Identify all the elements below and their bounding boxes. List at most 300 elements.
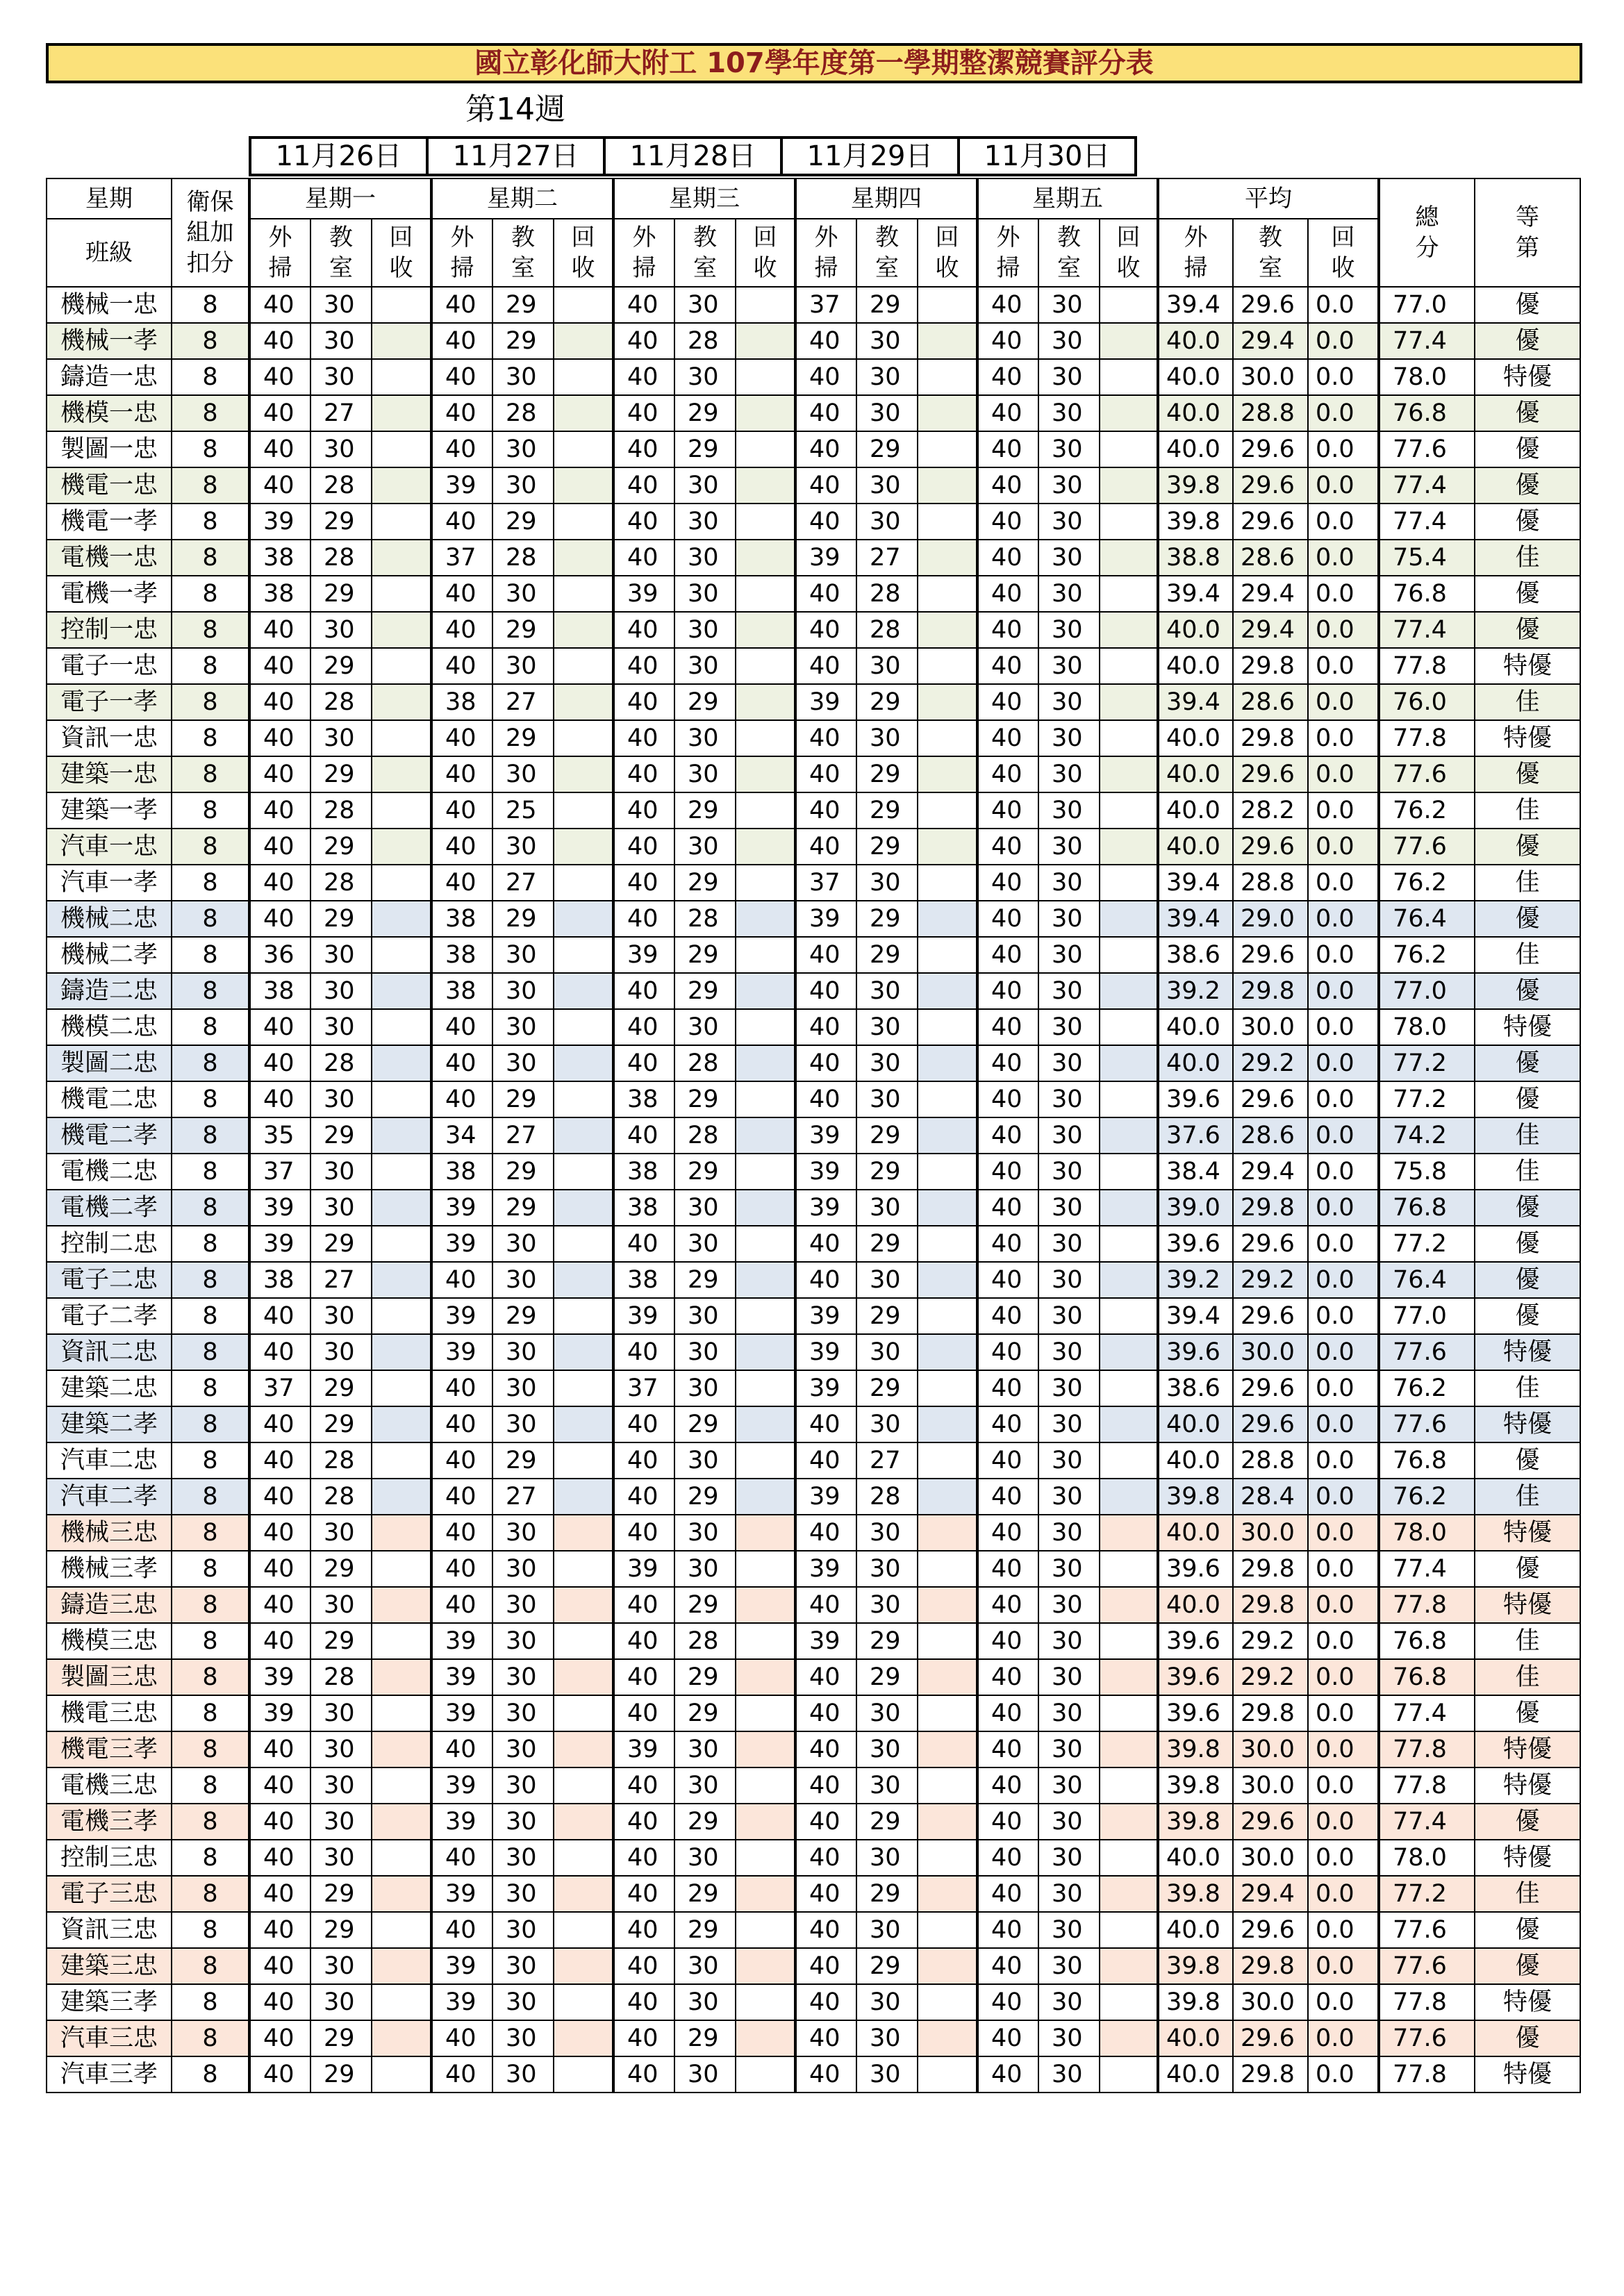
avg-classroom-cell: 29.4 [1233, 323, 1308, 359]
avg-recycle-cell: 0.0 [1308, 1767, 1379, 1804]
total-cell: 77.4 [1379, 1804, 1475, 1840]
classroom-score-cell: 29 [492, 1442, 554, 1479]
recycle-score-cell [372, 1190, 431, 1226]
class-name-cell: 控制三忠 [47, 1840, 172, 1876]
table-row [47, 1767, 1580, 1804]
avg-classroom-cell: 29.6 [1233, 1912, 1308, 1948]
recycle-score-cell [918, 1009, 977, 1045]
outside-score-cell: 40 [977, 1045, 1038, 1081]
classroom-score-cell: 29 [856, 1117, 918, 1154]
recycle-score-cell [918, 937, 977, 973]
classroom-score-cell: 30 [1038, 684, 1100, 720]
classroom-score-cell: 30 [1038, 1081, 1100, 1117]
classroom-score-cell: 30 [856, 1190, 918, 1226]
classroom-score-cell: 30 [674, 1515, 736, 1551]
avg-recycle-cell: 0.0 [1308, 1479, 1379, 1515]
grade-cell: 特優 [1475, 1515, 1580, 1551]
recycle-score-cell [372, 359, 431, 395]
classroom-score-cell: 29 [856, 901, 918, 937]
recycle-score-cell [1100, 1370, 1158, 1406]
week-label: 第14週 [465, 92, 565, 127]
classroom-score-cell: 29 [674, 395, 736, 431]
recycle-score-cell [1100, 1984, 1158, 2020]
total-cell: 76.8 [1379, 1190, 1475, 1226]
classroom-score-cell: 30 [492, 1731, 554, 1767]
recycle-score-cell [554, 1587, 613, 1623]
avg-outside-cell: 40.0 [1158, 2020, 1233, 2056]
recycle-score-cell [736, 1370, 795, 1406]
avg-classroom-cell: 30.0 [1233, 1840, 1308, 1876]
bonus-cell: 8 [172, 720, 249, 756]
classroom-score-cell: 30 [1038, 829, 1100, 865]
table-row [47, 1334, 1580, 1370]
outside-score-cell: 36 [249, 937, 310, 973]
bonus-cell: 8 [172, 1190, 249, 1226]
outside-score-cell: 40 [977, 1695, 1038, 1731]
avg-classroom-cell: 29.6 [1233, 2020, 1308, 2056]
bonus-cell: 8 [172, 1262, 249, 1298]
classroom-score-cell: 30 [310, 1948, 372, 1984]
outside-score-cell: 40 [977, 467, 1038, 504]
bonus-cell: 8 [172, 1587, 249, 1623]
recycle-score-cell [918, 720, 977, 756]
classroom-score-cell: 30 [492, 467, 554, 504]
outside-score-cell: 39 [613, 1551, 674, 1587]
bonus-cell: 8 [172, 1370, 249, 1406]
recycle-score-cell [1100, 1442, 1158, 1479]
outside-score-cell: 40 [795, 1442, 856, 1479]
day-header-fri: 星期五 [977, 178, 1158, 219]
classroom-score-cell: 29 [310, 1551, 372, 1587]
recycle-score-cell [736, 1442, 795, 1479]
class-name-cell: 汽車二孝 [47, 1479, 172, 1515]
class-name-cell: 機電一忠 [47, 467, 172, 504]
grade-cell: 優 [1475, 1804, 1580, 1840]
recycle-score-cell [554, 720, 613, 756]
grade-cell: 佳 [1475, 865, 1580, 901]
classroom-score-cell: 29 [492, 901, 554, 937]
avg-classroom-cell: 28.8 [1233, 1442, 1308, 1479]
classroom-score-cell: 30 [674, 540, 736, 576]
classroom-score-cell: 29 [310, 504, 372, 540]
outside-score-cell: 40 [613, 720, 674, 756]
outside-score-cell: 40 [613, 1948, 674, 1984]
total-cell: 77.6 [1379, 1334, 1475, 1370]
total-cell: 76.8 [1379, 576, 1475, 612]
grade-cell: 優 [1475, 1912, 1580, 1948]
grade-cell: 優 [1475, 1262, 1580, 1298]
outside-score-cell: 40 [249, 648, 310, 684]
classroom-score-cell: 30 [492, 1045, 554, 1081]
outside-score-cell: 40 [977, 2020, 1038, 2056]
outside-score-cell: 40 [431, 1406, 492, 1442]
outside-score-cell: 40 [613, 1840, 674, 1876]
recycle-score-cell [554, 1081, 613, 1117]
classroom-score-cell: 30 [310, 720, 372, 756]
classroom-score-cell: 30 [492, 973, 554, 1009]
recycle-score-cell [554, 1876, 613, 1912]
outside-score-cell: 39 [249, 1659, 310, 1695]
outside-score-cell: 40 [249, 1984, 310, 2020]
table-row [47, 1081, 1580, 1117]
recycle-score-cell [372, 1406, 431, 1442]
classroom-score-cell: 30 [674, 1370, 736, 1406]
avg-outside-cell: 40.0 [1158, 792, 1233, 829]
total-header: 總分 [1379, 178, 1475, 287]
classroom-score-cell: 30 [674, 1190, 736, 1226]
outside-score-cell: 39 [613, 576, 674, 612]
grade-cell: 優 [1475, 1442, 1580, 1479]
recycle-score-cell [918, 1515, 977, 1551]
recycle-score-cell [736, 1262, 795, 1298]
class-name-cell: 鑄造一忠 [47, 359, 172, 395]
table-row [47, 1190, 1580, 1226]
classroom-score-cell: 29 [856, 792, 918, 829]
classroom-score-cell: 28 [674, 323, 736, 359]
outside-score-cell: 40 [977, 1948, 1038, 1984]
avg-outside-cell: 37.6 [1158, 1117, 1233, 1154]
classroom-score-cell: 29 [674, 431, 736, 467]
recycle-score-cell [1100, 1731, 1158, 1767]
outside-score-cell: 40 [249, 829, 310, 865]
outside-score-cell: 40 [249, 1298, 310, 1334]
outside-score-cell: 40 [249, 1551, 310, 1587]
recycle-score-cell [918, 1912, 977, 1948]
outside-score-cell: 40 [977, 1442, 1038, 1479]
recycle-score-cell [736, 1334, 795, 1370]
outside-score-cell: 40 [613, 756, 674, 792]
recycle-score-cell [1100, 323, 1158, 359]
recycle-score-cell [554, 612, 613, 648]
recycle-score-cell [554, 1767, 613, 1804]
classroom-score-cell: 30 [856, 1551, 918, 1587]
total-cell: 75.4 [1379, 540, 1475, 576]
recycle-score-cell [918, 684, 977, 720]
classroom-score-cell: 28 [674, 901, 736, 937]
recycle-score-cell [554, 395, 613, 431]
outside-score-cell: 39 [795, 1551, 856, 1587]
bonus-cell: 8 [172, 1731, 249, 1767]
classroom-score-cell: 29 [856, 1154, 918, 1190]
total-cell: 77.2 [1379, 1045, 1475, 1081]
total-cell: 77.0 [1379, 287, 1475, 323]
classroom-score-cell: 30 [674, 1984, 736, 2020]
classroom-score-cell: 30 [492, 1659, 554, 1695]
recycle-score-cell [1100, 829, 1158, 865]
outside-score-cell: 40 [249, 1767, 310, 1804]
classroom-score-cell: 30 [674, 720, 736, 756]
outside-score-cell: 40 [249, 1876, 310, 1912]
classroom-score-cell: 29 [856, 1804, 918, 1840]
recycle-score-cell [372, 2020, 431, 2056]
classroom-score-cell: 30 [674, 359, 736, 395]
avg-recycle-cell: 0.0 [1308, 684, 1379, 720]
classroom-score-cell: 30 [492, 1623, 554, 1659]
date-friday: 11月30日 [959, 138, 1136, 175]
classroom-score-cell: 29 [856, 287, 918, 323]
avg-outside-cell: 38.4 [1158, 1154, 1233, 1190]
classroom-score-cell: 29 [674, 973, 736, 1009]
outside-score-cell: 40 [613, 973, 674, 1009]
outside-score-cell: 40 [249, 901, 310, 937]
classroom-score-cell: 28 [856, 612, 918, 648]
outside-score-cell: 39 [431, 1298, 492, 1334]
recycle-score-cell [736, 504, 795, 540]
avg-outside-cell: 40.0 [1158, 1045, 1233, 1081]
classroom-score-cell: 30 [856, 323, 918, 359]
avg-recycle-cell: 0.0 [1308, 720, 1379, 756]
recycle-score-cell [736, 395, 795, 431]
avg-recycle-cell: 0.0 [1308, 1045, 1379, 1081]
table-row [47, 1370, 1580, 1406]
outside-score-cell: 40 [613, 1334, 674, 1370]
recycle-score-cell [1100, 1948, 1158, 1984]
recycle-score-cell [372, 1767, 431, 1804]
outside-score-cell: 38 [613, 1190, 674, 1226]
recycle-score-cell [372, 973, 431, 1009]
recycle-score-cell [554, 1731, 613, 1767]
recycle-score-cell [1100, 973, 1158, 1009]
classroom-score-cell: 28 [310, 1045, 372, 1081]
classroom-score-cell: 29 [856, 1659, 918, 1695]
recycle-score-cell [736, 431, 795, 467]
outside-score-cell: 40 [977, 1370, 1038, 1406]
recycle-score-cell [918, 1479, 977, 1515]
classroom-score-cell: 30 [1038, 1190, 1100, 1226]
classroom-score-cell: 30 [1038, 1370, 1100, 1406]
outside-score-cell: 40 [795, 1984, 856, 2020]
classroom-score-cell: 30 [310, 1190, 372, 1226]
table-row [47, 756, 1580, 792]
classroom-score-cell: 29 [492, 612, 554, 648]
outside-score-cell: 39 [431, 1948, 492, 1984]
avg-recycle-cell: 0.0 [1308, 937, 1379, 973]
bonus-cell: 8 [172, 973, 249, 1009]
classroom-score-cell: 29 [310, 1117, 372, 1154]
grade-cell: 特優 [1475, 1840, 1580, 1876]
avg-recycle-cell: 0.0 [1308, 576, 1379, 612]
outside-score-cell: 37 [249, 1154, 310, 1190]
classroom-score-cell: 30 [1038, 1623, 1100, 1659]
table-row [47, 648, 1580, 684]
recycle-score-cell [372, 1804, 431, 1840]
classroom-score-cell: 29 [674, 1406, 736, 1442]
classroom-score-cell: 30 [1038, 1767, 1100, 1804]
class-name-cell: 資訊一忠 [47, 720, 172, 756]
outside-score-cell: 40 [613, 1009, 674, 1045]
avg-outside-cell: 38.6 [1158, 1370, 1233, 1406]
classroom-score-cell: 30 [856, 1262, 918, 1298]
outside-score-cell: 39 [795, 684, 856, 720]
total-cell: 77.6 [1379, 2020, 1475, 2056]
class-name-cell: 建築二孝 [47, 1406, 172, 1442]
recycle-score-cell [372, 1262, 431, 1298]
classroom-score-cell: 29 [856, 756, 918, 792]
outside-score-cell: 40 [431, 359, 492, 395]
outside-score-cell: 39 [431, 1767, 492, 1804]
outside-score-cell: 40 [795, 1009, 856, 1045]
outside-score-cell: 40 [431, 287, 492, 323]
avg-classroom-cell: 29.8 [1233, 1587, 1308, 1623]
recycle-score-cell [554, 1406, 613, 1442]
outside-score-cell: 40 [977, 1659, 1038, 1695]
day-header-tue: 星期二 [431, 178, 613, 219]
total-cell: 77.6 [1379, 829, 1475, 865]
outside-score-cell: 40 [795, 1406, 856, 1442]
outside-score-cell: 40 [977, 1154, 1038, 1190]
avg-recycle-cell: 0.0 [1308, 1912, 1379, 1948]
outside-score-cell: 40 [431, 648, 492, 684]
outside-score-cell: 40 [977, 323, 1038, 359]
recycle-score-cell [554, 1370, 613, 1406]
avg-classroom-cell: 30.0 [1233, 1767, 1308, 1804]
classroom-score-cell: 30 [856, 395, 918, 431]
outside-score-cell: 40 [431, 1912, 492, 1948]
classroom-score-cell: 29 [674, 1081, 736, 1117]
outside-score-cell: 37 [249, 1370, 310, 1406]
classroom-score-cell: 30 [856, 1587, 918, 1623]
recycle-score-cell [736, 1912, 795, 1948]
classroom-score-cell: 29 [856, 431, 918, 467]
outside-score-cell: 38 [249, 1262, 310, 1298]
grade-cell: 優 [1475, 612, 1580, 648]
outside-score-cell: 40 [431, 2056, 492, 2093]
recycle-score-cell [918, 792, 977, 829]
recycle-score-cell [372, 576, 431, 612]
recycle-score-cell [918, 1298, 977, 1334]
avg-outside-cell: 39.6 [1158, 1226, 1233, 1262]
grade-cell: 優 [1475, 973, 1580, 1009]
table-row [47, 1623, 1580, 1659]
outside-score-cell: 40 [795, 612, 856, 648]
table-row [47, 1045, 1580, 1081]
classroom-score-cell: 30 [310, 431, 372, 467]
grade-cell: 優 [1475, 756, 1580, 792]
recycle-score-cell [1100, 937, 1158, 973]
recycle-score-cell [736, 359, 795, 395]
classroom-score-cell: 29 [310, 1406, 372, 1442]
total-cell: 77.0 [1379, 1298, 1475, 1334]
subheader-recycle: 回收 [554, 219, 613, 287]
classroom-score-cell: 29 [492, 323, 554, 359]
recycle-score-cell [918, 576, 977, 612]
outside-score-cell: 40 [795, 359, 856, 395]
table-row [47, 720, 1580, 756]
total-cell: 76.2 [1379, 937, 1475, 973]
recycle-score-cell [736, 1840, 795, 1876]
total-cell: 76.8 [1379, 395, 1475, 431]
recycle-score-cell [554, 1551, 613, 1587]
date-thursday: 11月29日 [781, 138, 959, 175]
class-name-cell: 電子一孝 [47, 684, 172, 720]
class-name-cell: 建築三孝 [47, 1984, 172, 2020]
classroom-score-cell: 30 [674, 467, 736, 504]
outside-score-cell: 40 [431, 2020, 492, 2056]
recycle-score-cell [554, 1262, 613, 1298]
classroom-score-cell: 30 [492, 1695, 554, 1731]
outside-score-cell: 40 [795, 1515, 856, 1551]
avg-outside-cell: 39.4 [1158, 901, 1233, 937]
classroom-score-cell: 30 [310, 323, 372, 359]
table-row [47, 1551, 1580, 1587]
grade-cell: 特優 [1475, 1731, 1580, 1767]
recycle-score-cell [1100, 1551, 1158, 1587]
grade-cell: 佳 [1475, 1659, 1580, 1695]
outside-score-cell: 40 [613, 648, 674, 684]
total-cell: 76.8 [1379, 1623, 1475, 1659]
avg-recycle-cell: 0.0 [1308, 1081, 1379, 1117]
recycle-score-cell [736, 901, 795, 937]
classroom-score-cell: 30 [1038, 1804, 1100, 1840]
recycle-score-cell [736, 1984, 795, 2020]
avg-outside-cell: 40.0 [1158, 1442, 1233, 1479]
classroom-score-cell: 30 [1038, 720, 1100, 756]
avg-classroom-cell: 29.2 [1233, 1623, 1308, 1659]
classroom-score-cell: 30 [310, 1009, 372, 1045]
classroom-score-cell: 30 [856, 1912, 918, 1948]
outside-score-cell: 40 [795, 1912, 856, 1948]
outside-score-cell: 40 [795, 1081, 856, 1117]
recycle-score-cell [918, 1190, 977, 1226]
outside-score-cell: 40 [249, 2020, 310, 2056]
outside-score-cell: 39 [795, 901, 856, 937]
classroom-score-cell: 29 [856, 829, 918, 865]
class-name-cell: 資訊三忠 [47, 1912, 172, 1948]
recycle-score-cell [736, 1731, 795, 1767]
recycle-score-cell [372, 937, 431, 973]
outside-score-cell: 40 [249, 1045, 310, 1081]
total-cell: 76.2 [1379, 1479, 1475, 1515]
classroom-score-cell: 30 [492, 756, 554, 792]
outside-score-cell: 40 [977, 720, 1038, 756]
bonus-cell: 8 [172, 829, 249, 865]
recycle-score-cell [1100, 1334, 1158, 1370]
classroom-score-cell: 29 [674, 792, 736, 829]
classroom-score-cell: 30 [1038, 1695, 1100, 1731]
bonus-cell: 8 [172, 1659, 249, 1695]
outside-score-cell: 39 [431, 1659, 492, 1695]
outside-score-cell: 40 [977, 431, 1038, 467]
outside-score-cell: 39 [795, 1334, 856, 1370]
total-cell: 78.0 [1379, 359, 1475, 395]
recycle-score-cell [918, 1840, 977, 1876]
recycle-score-cell [372, 1948, 431, 1984]
classroom-score-cell: 30 [674, 1551, 736, 1587]
recycle-score-cell [918, 1551, 977, 1587]
classroom-score-cell: 28 [310, 540, 372, 576]
avg-outside-cell: 39.8 [1158, 1948, 1233, 1984]
avg-outside-cell: 39.4 [1158, 1298, 1233, 1334]
outside-score-cell: 40 [249, 792, 310, 829]
recycle-score-cell [1100, 901, 1158, 937]
grade-cell: 優 [1475, 287, 1580, 323]
recycle-score-cell [372, 720, 431, 756]
outside-score-cell: 39 [431, 1190, 492, 1226]
avg-recycle-cell: 0.0 [1308, 431, 1379, 467]
outside-score-cell: 40 [431, 1045, 492, 1081]
avg-recycle-cell: 0.0 [1308, 1840, 1379, 1876]
outside-score-cell: 40 [795, 720, 856, 756]
classroom-score-cell: 29 [492, 720, 554, 756]
avg-recycle-cell: 0.0 [1308, 901, 1379, 937]
avg-outside-cell: 40.0 [1158, 1840, 1233, 1876]
avg-recycle-cell: 0.0 [1308, 1695, 1379, 1731]
classroom-score-cell: 27 [492, 865, 554, 901]
classroom-score-cell: 30 [1038, 865, 1100, 901]
avg-classroom-cell: 29.6 [1233, 1370, 1308, 1406]
avg-recycle-cell: 0.0 [1308, 467, 1379, 504]
classroom-score-cell: 29 [310, 901, 372, 937]
